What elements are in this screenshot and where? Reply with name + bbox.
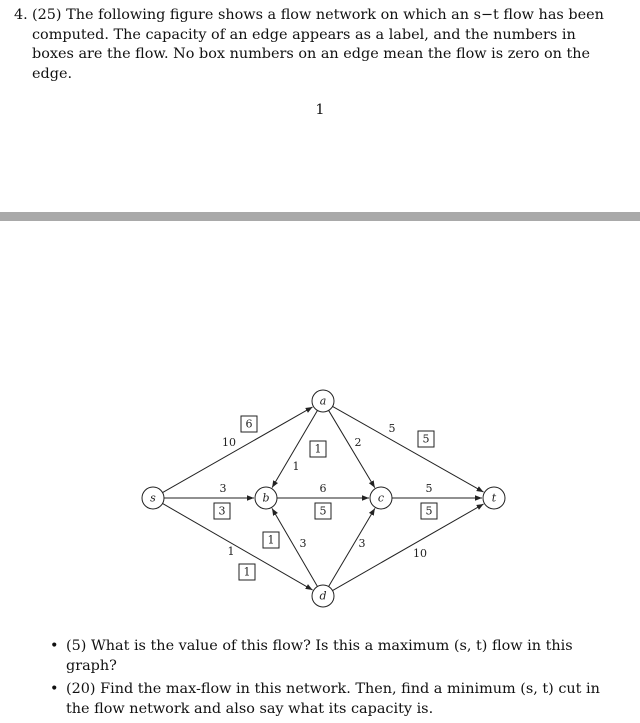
capacity-label: 5 — [425, 482, 433, 495]
edge-d-c — [329, 508, 375, 586]
capacity-label: 10 — [222, 436, 236, 449]
capacity-label: 3 — [299, 537, 307, 550]
capacity-label: 5 — [388, 422, 396, 435]
capacity-label: 3 — [219, 482, 227, 495]
capacity-label: 1 — [227, 545, 235, 558]
flow-box — [214, 503, 230, 519]
bullet: • — [50, 638, 59, 654]
edge-a-t — [333, 406, 484, 492]
page-number: 1 — [315, 102, 325, 118]
flow-value: 1 — [243, 565, 251, 579]
node-c — [370, 487, 392, 509]
capacity-label: 1 — [292, 460, 300, 473]
flow-network-figure — [0, 380, 640, 620]
question-item — [50, 637, 625, 676]
capacity-label: 3 — [358, 537, 366, 550]
flow-value: 5 — [422, 432, 430, 446]
node-label: s — [150, 491, 156, 505]
node-a — [312, 390, 334, 412]
bullet: • — [50, 681, 59, 697]
capacity-label: 6 — [319, 482, 327, 495]
node-label: c — [377, 491, 385, 505]
flow-box — [315, 503, 331, 519]
problem-number: 4. — [14, 7, 28, 23]
flow-value: 5 — [425, 504, 433, 518]
flow-value: 1 — [267, 533, 275, 547]
flow-box — [310, 441, 326, 457]
edge-s-a — [163, 407, 313, 493]
node-s — [142, 487, 164, 509]
capacity-label: 2 — [354, 436, 362, 449]
problem-statement — [14, 6, 620, 84]
flow-box — [421, 503, 437, 519]
node-b — [255, 487, 277, 509]
node-label: t — [491, 491, 497, 505]
flow-box — [241, 416, 257, 432]
question-list — [50, 637, 625, 723]
node-d — [312, 585, 334, 607]
flow-value: 3 — [218, 504, 226, 518]
question-text: (20) Find the max-flow in this network. Then, find a minimum (s, t) cut in the flow network and also say what its capacity is. — [66, 681, 600, 717]
flow-value: 5 — [319, 504, 327, 518]
problem-text: (25) The following figure shows a flow network on which an s−t flow has been computed. The capacity of an edge appears as a label, and the numbers in boxes are the flow. No box numbers on an edge mean the flow is zero on the edge. — [32, 7, 604, 82]
flow-value: 6 — [245, 417, 253, 431]
flow-value: 1 — [314, 442, 322, 456]
question-item — [50, 680, 625, 719]
node-label: d — [319, 589, 327, 603]
edge-d-t — [333, 504, 484, 591]
flow-box — [239, 564, 255, 580]
page-separator — [0, 212, 640, 221]
flow-box — [418, 431, 434, 447]
capacity-label: 10 — [413, 547, 427, 560]
flow-box — [263, 532, 279, 548]
node-label: b — [262, 491, 270, 505]
question-text: (5) What is the value of this flow? Is this a maximum (s, t) flow in this graph? — [66, 638, 573, 674]
edge-a-c — [329, 410, 375, 487]
node-label: a — [319, 394, 327, 408]
node-t — [483, 487, 505, 509]
edge-s-d — [163, 503, 313, 590]
